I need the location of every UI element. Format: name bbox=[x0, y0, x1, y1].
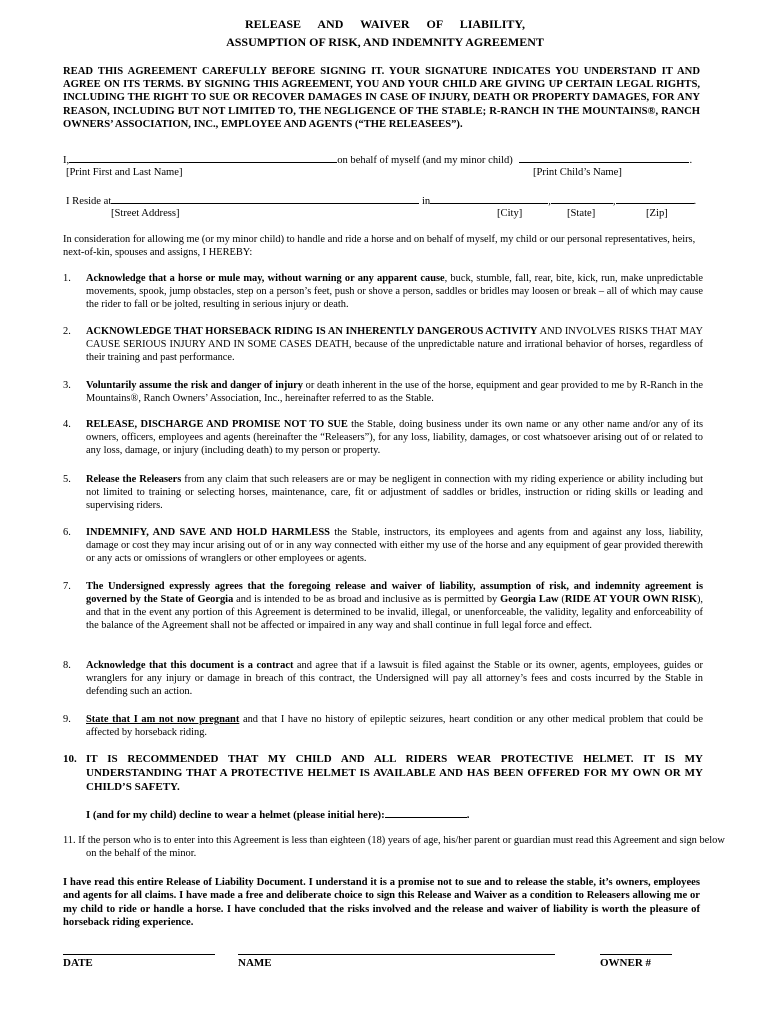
i-label: I, bbox=[63, 155, 70, 166]
clause-lead: The Undersigned expressly agrees that the foregoing release and waiver of liability, assumption of risk, and indemnity agreement is governed by the State of Georgia bbox=[86, 581, 703, 605]
street-blank[interactable] bbox=[111, 193, 419, 204]
date-signature-line[interactable] bbox=[63, 954, 215, 955]
clause-number: 8. bbox=[63, 660, 71, 671]
reside-label: I Reside at bbox=[66, 196, 112, 207]
clause-number: 2. bbox=[63, 326, 71, 337]
clause-lead: State that I am not now pregnant bbox=[86, 714, 240, 725]
clause-lead: ACKNOWLEDGE THAT HORSEBACK RIDING IS AN INHERENTLY DANGEROUS ACTIVITY bbox=[86, 326, 538, 337]
owner-number-line[interactable] bbox=[600, 954, 672, 955]
clause-lead-3: RIDE AT YOUR OWN RISK bbox=[564, 594, 697, 605]
clause-number: 5. bbox=[63, 474, 71, 485]
clause-lead: Acknowledge that this document is a contract bbox=[86, 660, 294, 671]
child-name-blank[interactable] bbox=[519, 152, 689, 163]
clause-text: and is intended to be as broad and inclusive as is permitted by bbox=[233, 594, 501, 605]
clause-number: 10. bbox=[63, 753, 77, 765]
name-row: I, on behalf of myself (and my minor child) . bbox=[63, 152, 692, 167]
clause-number: 1. bbox=[63, 273, 71, 284]
clause-text: or death inherent in the use of the horse, equipment and gear provided to me by R-Ranch in the Mountains®, Ranch Owners’ Association, Inc., hereinafter referred to as the Stable. bbox=[86, 380, 703, 404]
zip-blank[interactable] bbox=[616, 193, 694, 204]
clause-text: , buck, stumble, fall, rear, bite, kick, run, make unpredictable movements, spook, jump obstacles, step on a person’s feet, push or shove a person, saddles or bridles may loosen or break – all of which may cause the rider to fall or be jolted, resulting in serious injury or death. bbox=[86, 273, 703, 310]
clause-text: AND INVOLVES RISKS THAT MAY CAUSE SERIOUS INJURY AND IN SOME CASES DEATH, because of the unpredictable nature and irrational behavior of horses, regardless of their training and past performance. bbox=[86, 326, 703, 363]
clause-lead: Acknowledge that a horse or mule may, without warning or any apparent cause bbox=[86, 273, 445, 284]
owner-number-label: OWNER # bbox=[600, 957, 652, 969]
city-label: [City] bbox=[497, 208, 523, 219]
clause-lead: Release the Releasers bbox=[86, 474, 182, 485]
clause-number: 6. bbox=[63, 527, 71, 538]
clause-lead: RELEASE, DISCHARGE AND PROMISE NOT TO SUE bbox=[86, 419, 348, 430]
street-label: [Street Address] bbox=[111, 208, 180, 219]
acknowledgement-paragraph: I have read this entire Release of Liability Document. I understand it is a promise not to sue and to release the stable, it’s owners, employees and agents for all claims. I have made a free and deliberate choice to sign this Release and Waiver as a condition to Releasers allowing me or my child to ride or handle a horse. I have concluded that the risks involved and the release and waiver of liability is worth the pleasure of horseback riding experience. bbox=[63, 877, 700, 929]
helmet-recommendation: IT IS RECOMMENDED THAT MY CHILD AND ALL RIDERS WEAR PROTECTIVE HELMET. IT IS MY UNDERSTANDING THAT A PROTECTIVE HELMET IS AVAILABLE AND HAS BEEN OFFERED FOR MY OWN OR MY CHILD’S SAFETY. bbox=[86, 753, 703, 793]
name-signature-line[interactable] bbox=[238, 954, 555, 955]
helmet-initial-blank[interactable] bbox=[385, 807, 467, 818]
in-label: in bbox=[421, 196, 431, 207]
clause-11: 11. If the person who is to enter into this Agreement is less than eighteen (18) years of age, his/her parent or guardian must read this Agreement and sign below on the behalf of the minor. bbox=[63, 835, 725, 859]
helmet-decline-period: . bbox=[466, 809, 470, 821]
clause-number: 9. bbox=[63, 714, 71, 725]
clause-lead: INDEMNIFY, AND SAVE AND HOLD HARMLESS bbox=[86, 527, 330, 538]
print-child-label: [Print Child’s Name] bbox=[533, 167, 622, 178]
clause-lead-2: Georgia Law bbox=[500, 594, 559, 605]
name-blank[interactable] bbox=[69, 152, 337, 163]
on-behalf-label: on behalf of myself (and my minor child) bbox=[337, 155, 513, 166]
clause-text-3: ), and that in the event any portion of this Agreement is determined to be invalid, illegal, or unenforceable, the validity, legality and enforceability of the balance of the Agreement shall not be affected or impaired in any way and shall continue in full legal force and effect. bbox=[86, 594, 703, 631]
state-label: [State] bbox=[567, 208, 596, 219]
address-row: I Reside at in , , . bbox=[66, 193, 696, 208]
clause-text: and agree that if a lawsuit is filed against the Stable or its owner, agents, employees, guides or wranglers for any injury or damage in breach of this contract, the Undersigned will pay all attorney’s fees and costs incurred by the Stable in defending such an action. bbox=[86, 660, 703, 697]
date-label: DATE bbox=[63, 957, 93, 969]
name-label: NAME bbox=[238, 957, 272, 969]
city-blank[interactable] bbox=[430, 193, 548, 204]
clause-text: the Stable, instructors, its employees and agents from and against any loss, liability, damage or cost they may incur arising out of or in any way connected with either my use of the horse and any equipment of gear provided therewith or any acts or omissions of wranglers or other employees or agents. bbox=[86, 527, 703, 564]
helmet-decline-row bbox=[86, 807, 469, 822]
consideration-paragraph: In consideration for allowing me (or my minor child) to handle and ride a horse and on behalf of myself, my child or our personal representatives, heirs, next-of-kin, spouses and assigns, I HEREBY: bbox=[63, 234, 696, 258]
clause-number: 3. bbox=[63, 380, 71, 391]
state-blank[interactable] bbox=[551, 193, 613, 204]
intro-warning: READ THIS AGREEMENT CAREFULLY BEFORE SIGNING IT. YOUR SIGNATURE INDICATES YOU UNDERSTAND IT AND AGREE ON ITS TERMS. BY SIGNING THIS AGREEMENT, YOU AND YOUR CHILD ARE GIVING UP CERTAIN LEGAL RIGHTS, INCLUDING THE RIGHT TO SUE OR RECOVER DAMAGES IN CASE OF INJURY, DEATH OR PROPERTY DAMAGES, FOR ANY REASON, INCLUDING BUT NOT LIMITED TO, THE NEGLIGENCE OF THE STABLE; R-RANCH IN THE MOUNTAINS®, RANCH OWNERS’ ASSOCIATION, INC., EMPLOYEE AND AGENTS (“THE RELEASEES”). bbox=[63, 66, 700, 130]
clause-text: and that I have no history of epileptic seizures, heart condition or any other medical problem that could be affected by horseback riding. bbox=[86, 714, 703, 738]
document-title-line2: ASSUMPTION OF RISK, AND INDEMNITY AGREEMENT bbox=[226, 35, 544, 49]
helmet-decline-label: I (and for my child) decline to wear a helmet (please initial here): bbox=[86, 809, 385, 821]
clause-text-2: ( bbox=[558, 594, 565, 605]
clause-text: from any claim that such releasers are or may be negligent in connection with my riding experience or ability including but not limited to training or selecting horses, maintenance, care, fit or adjustment of saddles or bridles, instruction or riding skills or leading and supervising riders. bbox=[86, 474, 703, 511]
clause-number: 4. bbox=[63, 419, 71, 430]
clause-lead: Voluntarily assume the risk and danger of injury bbox=[86, 380, 303, 391]
zip-label: [Zip] bbox=[646, 208, 668, 219]
clause-number: 7. bbox=[63, 581, 71, 592]
print-name-label: [Print First and Last Name] bbox=[66, 167, 183, 178]
document-title-line1: RELEASE AND WAIVER OF LIABILITY, bbox=[245, 17, 525, 31]
clause-text: the Stable, doing business under its own name or any other name and/or any of its owners, officers, employees and agents (hereinafter the “Releasers”), for any loss, liability, damages, or cost whatsoever arising out of or related to any loss, damage, or injury (including death) to my person or property. bbox=[86, 419, 704, 456]
